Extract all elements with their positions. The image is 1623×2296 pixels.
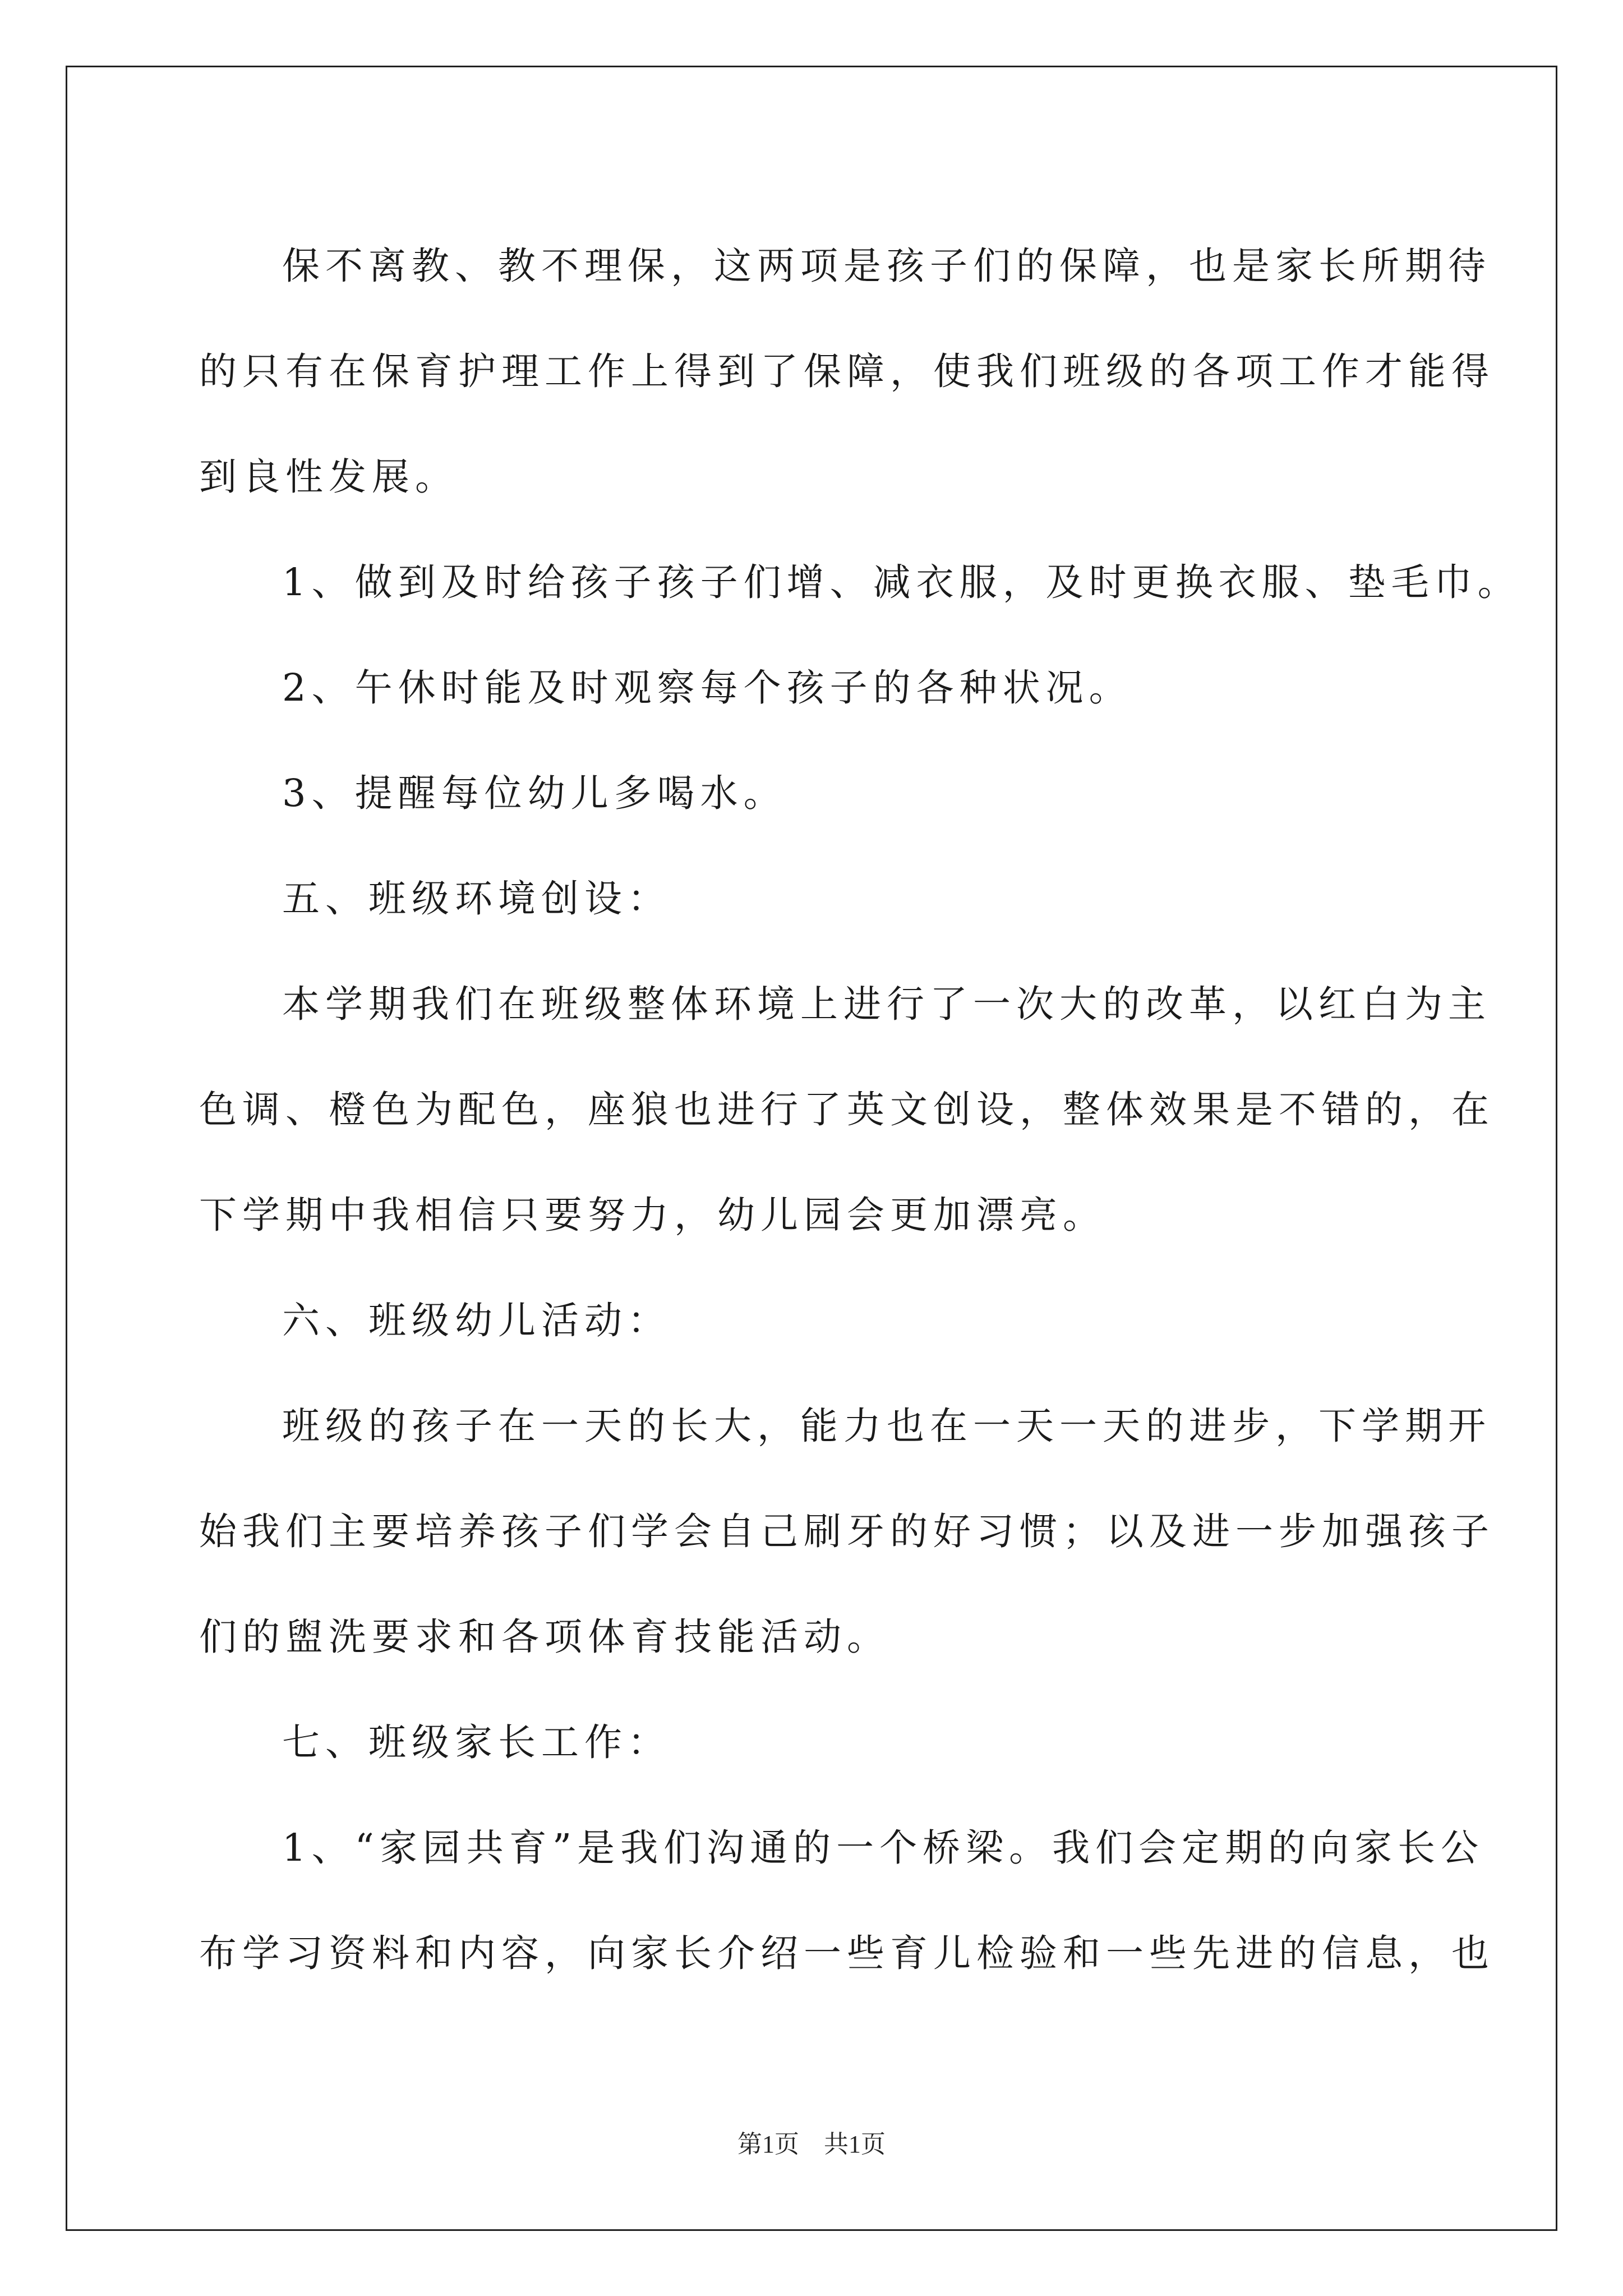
page-number: 第1页 共1页: [737, 2131, 886, 2158]
section-heading: 六、班级幼儿活动：: [282, 1299, 671, 1342]
text-line: 1、“家园共育”是我们沟通的一个桥梁。我们会定期的向家长公: [282, 1826, 1484, 1870]
document-body: [199, 213, 1521, 2006]
text-line: 始我们主要培养孩子们学会自己刷牙的好习惯；以及进一步加强孩子: [199, 1510, 1495, 1553]
text-line: 3、提醒每位幼儿多喝水。: [282, 771, 787, 815]
page-footer: [0, 2128, 1623, 2161]
text-line: 到良性发展。: [199, 455, 458, 499]
section-heading: 七、班级家长工作：: [282, 1720, 671, 1764]
text-line: 1、做到及时给孩子孩子们增、减衣服，及时更换衣服、垫毛巾。: [282, 560, 1521, 604]
text-line: 色调、橙色为配色，座狼也进行了英文创设，整体效果是不错的，在: [199, 1088, 1495, 1131]
text-line: 的只有在保育护理工作上得到了保障，使我们班级的各项工作才能得: [199, 349, 1495, 393]
text-line: 本学期我们在班级整体环境上进行了一次大的改革，以红白为主: [282, 982, 1491, 1026]
text-line: 下学期中我相信只要努力，幼儿园会更加漂亮。: [199, 1193, 1106, 1237]
text-line: 2、午休时能及时观察每个孩子的各种状况。: [282, 666, 1132, 710]
text-line: 保不离教、教不理保，这两项是孩子们的保障，也是家长所期待: [282, 244, 1491, 288]
text-line: 布学习资料和内容，向家长介绍一些育儿检验和一些先进的信息，也: [199, 1931, 1495, 1975]
text-line: 班级的孩子在一天的长大，能力也在一天一天的进步，下学期开: [282, 1404, 1491, 1448]
text-line: 们的盥洗要求和各项体育技能活动。: [199, 1615, 890, 1659]
section-heading: 五、班级环境创设：: [282, 877, 671, 921]
